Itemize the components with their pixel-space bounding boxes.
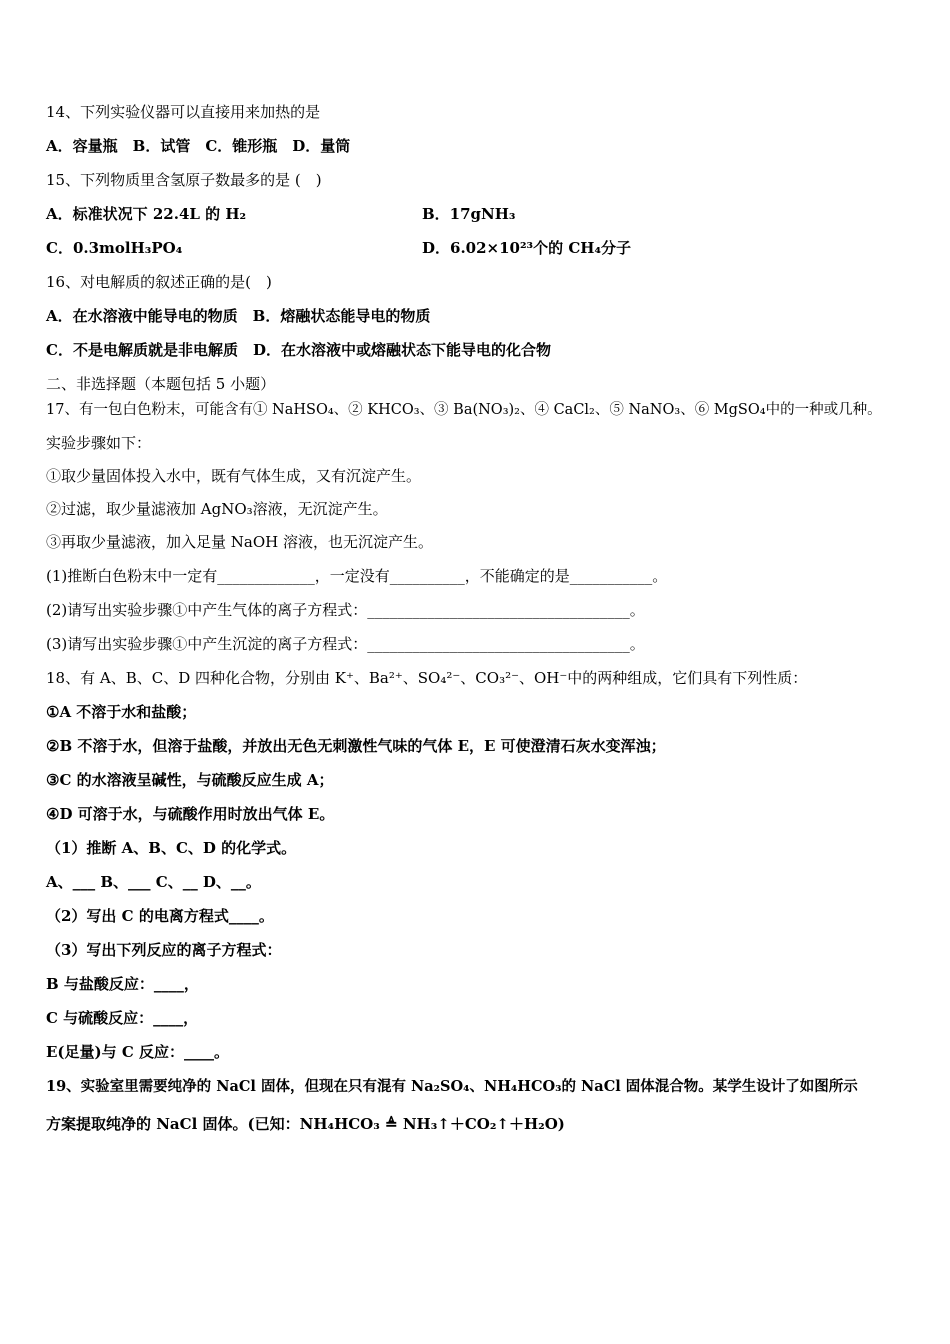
- q15-row-cd: [46, 238, 906, 258]
- q16-options-ab: A．在水溶液中能导电的物质 B．熔融状态能导电的物质: [46, 307, 431, 325]
- q18-sub-1: （1）推断 A、B、C、D 的化学式。: [46, 839, 297, 857]
- q15-option-b: B．17gNH₃: [422, 205, 516, 223]
- q18-property-3: ③C 的水溶液呈碱性，与硫酸反应生成 A；: [46, 771, 334, 789]
- section-heading: 二、非选择题（本题包括 5 小题）: [46, 375, 276, 393]
- q19-line-1: 19、实验室里需要纯净的 NaCl 固体，但现在只有混有 Na₂SO₄、NH₄HCO₃的 NaCl 固体混合物。某学生设计了如图所示: [46, 1078, 858, 1095]
- q18-sub-1-blanks: A、___ B、___ C、__ D、__。: [46, 873, 261, 891]
- q18-reaction-3: E(足量)与 C 反应：____。: [46, 1043, 230, 1061]
- q14-options: A．容量瓶 B．试管 C．锥形瓶 D．量筒: [46, 137, 351, 155]
- q17-step-3: ③再取少量滤液，加入足量 NaOH 溶液，也无沉淀产生。: [46, 533, 433, 551]
- q15-stem: 15、下列物质里含氢原子数最多的是 ( ): [46, 171, 322, 189]
- q19-line-2: 方案提取纯净的 NaCl 固体。(已知：NH₄HCO₃ ≜ NH₃↑＋CO₂↑＋H₂O): [46, 1115, 565, 1133]
- q15-option-a: A．标准状况下 22.4L 的 H₂: [46, 205, 247, 223]
- q18-stem: 18、有 A、B、C、D 四种化合物，分别由 K⁺、Ba²⁺、SO₄²⁻、CO₃²⁻、OH⁻中的两种组成，它们具有下列性质：: [46, 669, 808, 687]
- q18-property-2: ②B 不溶于水，但溶于盐酸，并放出无色无刺激性气味的气体 E，E 可使澄清石灰水变浑浊；: [46, 737, 666, 755]
- q15-option-c: C．0.3molH₃PO₄: [46, 239, 183, 257]
- q18-sub-3: （3）写出下列反应的离子方程式：: [46, 941, 282, 959]
- q18-reaction-2: C 与硫酸反应：____，: [46, 1009, 199, 1027]
- q18-sub-2: （2）写出 C 的电离方程式____。: [46, 907, 274, 925]
- q17-step-2: ②过滤，取少量滤液加 AgNO₃溶液，无沉淀产生。: [46, 500, 388, 518]
- q16-stem: 16、对电解质的叙述正确的是( ): [46, 273, 272, 291]
- q17-sub-1: (1)推断白色粉末中一定有_____________，一定没有__________，不能确定的是___________。: [46, 567, 668, 585]
- q18-reaction-1: B 与盐酸反应：____，: [46, 975, 199, 993]
- q17-sub-3: (3)请写出实验步骤①中产生沉淀的离子方程式：___________________________________。: [46, 635, 645, 653]
- q17-step-1: ①取少量固体投入水中，既有气体生成，又有沉淀产生。: [46, 467, 422, 485]
- q15-row-ab: [46, 204, 906, 224]
- q16-options-cd: C．不是电解质就是非电解质 D．在水溶液中或熔融状态下能导电的化合物: [46, 341, 551, 359]
- q17-stem: 17、有一包白色粉末，可能含有① NaHSO₄、② KHCO₃、③ Ba(NO₃)₂、④ CaCl₂、⑤ NaNO₃、⑥ MgSO₄中的一种或几种。: [46, 402, 882, 418]
- q15-option-d: D．6.02×10²³个的 CH₄分子: [422, 239, 632, 257]
- q18-property-4: ④D 可溶于水，与硫酸作用时放出气体 E。: [46, 805, 335, 823]
- q17-sub-2: (2)请写出实验步骤①中产生气体的离子方程式：___________________________________。: [46, 601, 645, 619]
- q14-stem: 14、下列实验仪器可以直接用来加热的是: [46, 103, 321, 121]
- q17-steps-title: 实验步骤如下：: [46, 434, 152, 452]
- q18-property-1: ①A 不溶于水和盐酸；: [46, 703, 197, 721]
